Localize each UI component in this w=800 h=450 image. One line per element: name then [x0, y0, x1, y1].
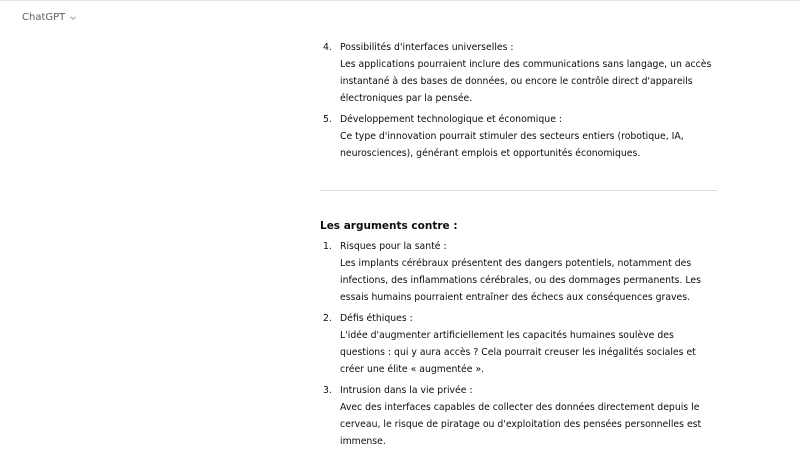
list-number: 2.	[323, 313, 332, 324]
list-item-description: Les implants cérébraux présentent des dangers potentiels, notamment des infections, des inflammations cérébrales, ou des dommages permanents. Les essais humains pourraient entraîner des échecs aux conséquences graves.	[340, 258, 701, 303]
list-item-title: Risques pour la santé :	[340, 241, 447, 252]
list-item-description: Les applications pourraient inclure des communications sans langage, un accès instantané à des bases de données, ou encore le contrôle direct d'appareils électroniques par la pensée.	[340, 59, 712, 104]
chevron-down-icon	[69, 14, 77, 22]
list-number: 5.	[323, 114, 332, 125]
list-item-body	[340, 383, 717, 450]
list-item-description: Avec des interfaces capables de collecter des données directement depuis le cerveau, le risque de piratage ou d'exploitation des pensées personnelles est immense.	[340, 402, 702, 447]
list-number: 1.	[323, 241, 332, 252]
list-item-body	[340, 239, 717, 306]
list-item-description: L'idée d'augmenter artificiellement les capacités humaines soulève des questions : qui y aura accès ? Cela pourrait creuser les inégalités sociales et créer une élite « augmentée ».	[340, 330, 696, 375]
list-item-description: Ce type d'innovation pourrait stimuler des secteurs entiers (robotique, IA, neurosciences), générant emplois et opportunités économiques.	[340, 131, 684, 159]
list-item	[320, 383, 717, 450]
list-item-title: Développement technologique et économique :	[340, 114, 562, 125]
model-selector[interactable]	[22, 12, 77, 23]
list-item	[320, 112, 717, 162]
list-number: 3.	[323, 385, 332, 396]
list-item-body	[340, 311, 717, 378]
top-border	[0, 0, 800, 1]
list-item-title: Défis éthiques :	[340, 313, 413, 324]
list-item	[320, 239, 717, 306]
section-divider	[320, 190, 717, 191]
app-title: ChatGPT	[22, 12, 66, 23]
list-item-title: Intrusion dans la vie privée :	[340, 385, 473, 396]
list-item-body	[340, 112, 717, 162]
assistant-message	[320, 40, 717, 450]
list-item-body	[340, 40, 717, 107]
list-item	[320, 40, 717, 107]
arguments-pour-list	[320, 40, 717, 162]
arguments-contre-list	[320, 239, 717, 450]
section-heading: Les arguments contre :	[320, 220, 458, 232]
list-number: 4.	[323, 42, 332, 53]
list-item-title: Possibilités d'interfaces universelles :	[340, 42, 514, 53]
list-item	[320, 311, 717, 378]
